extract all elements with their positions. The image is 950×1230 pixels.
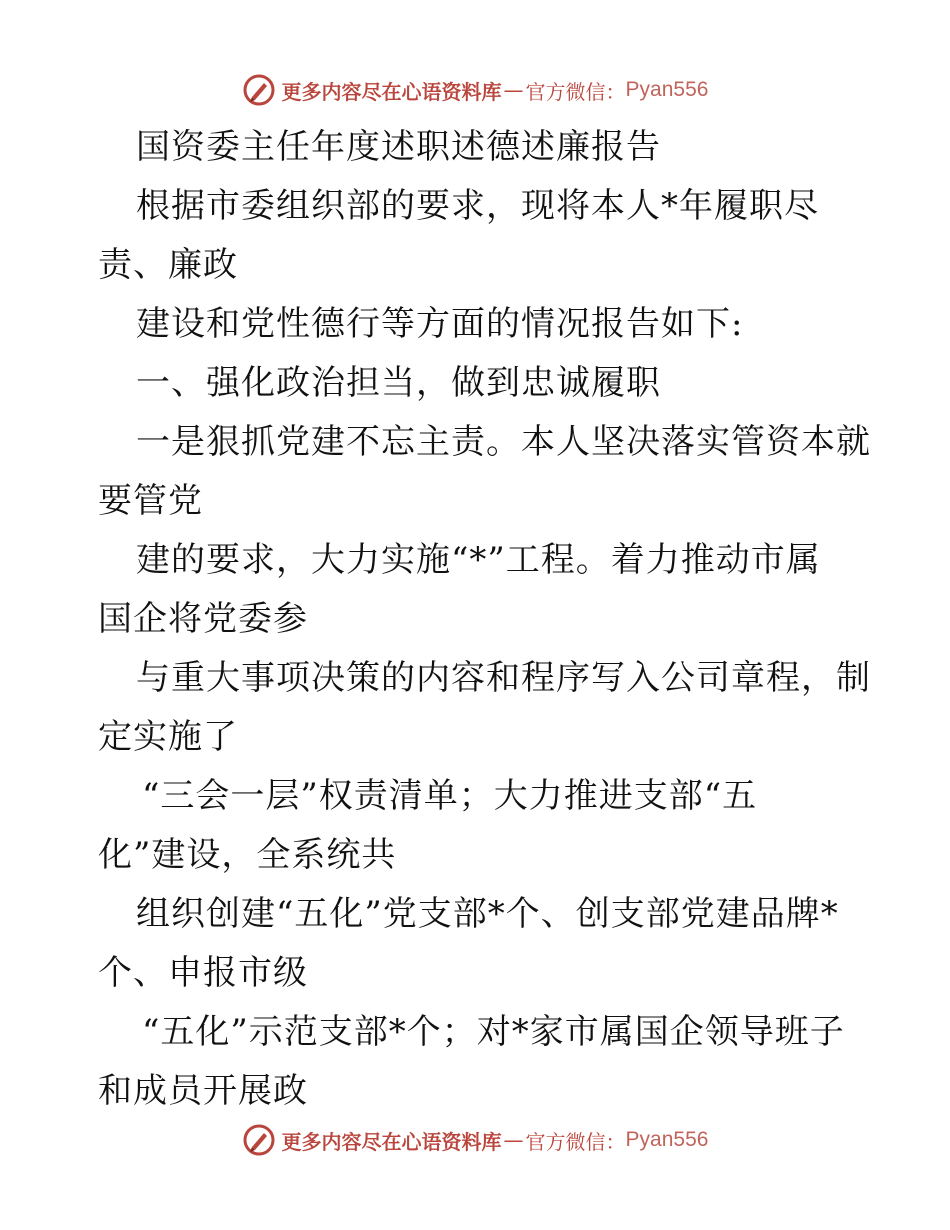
watermark-brand-text: 更多内容尽在心语资料库: [281, 79, 502, 104]
watermark-id: Pyan556: [625, 78, 709, 101]
paragraph-line: 一是狠抓党建不忘主责。本人坚决落实管资本就: [136, 422, 871, 462]
paragraph-line: 国企将党委参: [98, 599, 308, 639]
watermark-label: 官方微信：: [525, 79, 626, 104]
paragraph-line: 定实施了: [98, 717, 238, 757]
footer-watermark: [0, 1120, 950, 1160]
paragraph-line: 责、廉政: [98, 245, 238, 285]
paragraph-line: 和成员开展政: [98, 1071, 308, 1111]
section-heading: 一、强化政治担当，做到忠诚履职: [136, 363, 661, 403]
paragraph-line: 组织创建“五化”党支部*个、创支部党建品牌*: [136, 894, 839, 934]
pen-circle-logo-icon: [242, 1123, 276, 1157]
paragraph-line: 建设和党性德行等方面的情况报告如下:: [136, 304, 744, 344]
document-body: [98, 118, 871, 1121]
watermark-label: 官方微信：: [525, 1129, 626, 1154]
watermark-dash: —: [503, 1128, 524, 1152]
paragraph-line: 要管党: [98, 481, 203, 521]
paragraph-line: 与重大事项决策的内容和程序写入公司章程，制: [136, 658, 871, 698]
paragraph-line: 根据市委组织部的要求，现将本人*年履职尽: [136, 186, 819, 226]
document-title: 国资委主任年度述职述德述廉报告: [136, 127, 661, 167]
watermark-dash: —: [503, 78, 524, 102]
paragraph-line: 化”建设，全系统共: [98, 835, 397, 875]
pen-circle-logo-icon: [242, 73, 276, 107]
watermark-id: Pyan556: [625, 1128, 709, 1151]
paragraph-line: 个、申报市级: [98, 953, 308, 993]
paragraph-line: “五化”示范支部*个；对*家市属国企领导班子: [142, 1012, 845, 1052]
watermark-brand-text: 更多内容尽在心语资料库: [281, 1129, 502, 1154]
paragraph-line: 建的要求，大力实施“*”工程。着力推动市属: [136, 540, 821, 580]
header-watermark: [0, 70, 950, 110]
paragraph-line: “三会一层”权责清单；大力推进支部“五: [142, 776, 758, 816]
